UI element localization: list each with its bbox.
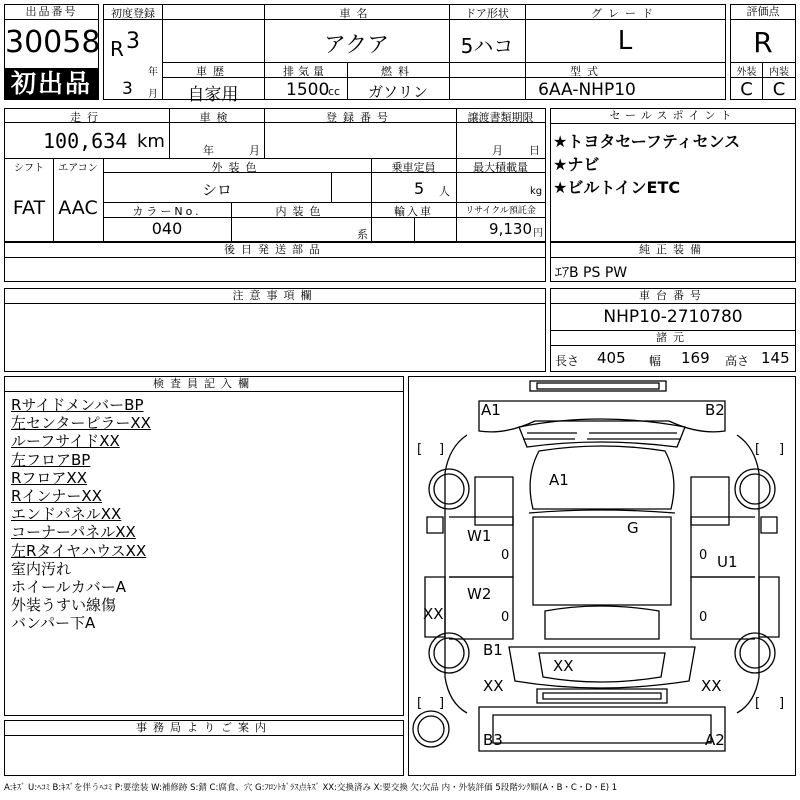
era: R — [110, 37, 124, 61]
capacity-unit: 人 — [439, 185, 450, 198]
remark-item: 左フロアBP — [11, 450, 91, 469]
sales-point-2: ★ナビ — [553, 155, 600, 174]
door-value: 5ハコ — [460, 34, 514, 58]
svg-text:]: ] — [439, 442, 445, 457]
width-label: 幅 — [649, 354, 662, 368]
remark-item: 左RタイヤハウスXX — [11, 541, 147, 560]
ac-value: AAC — [58, 197, 98, 219]
mark-a1-hood: A1 — [549, 471, 569, 489]
car-diagram — [409, 377, 795, 775]
first-listing-text: 初出品 — [10, 69, 92, 98]
mark-xx-center: XX — [553, 657, 574, 675]
color-value: シロ — [201, 181, 232, 199]
car-name-label: 車名 — [339, 7, 374, 20]
length-label: 長さ — [555, 354, 580, 368]
recycle-label: リサイクル預託金 — [465, 206, 536, 216]
reg-month: 3 — [122, 79, 133, 99]
zero-mark-u1: 0 — [699, 548, 708, 563]
remark-item: 室内汚れ — [11, 559, 72, 578]
remark-item: バンパー下A — [11, 614, 96, 633]
remarks-list — [11, 396, 401, 632]
import-label: 輸入車 — [394, 205, 433, 218]
fuel-label: 燃料 — [381, 65, 415, 78]
vehicle-header — [103, 4, 726, 105]
color-label: 外装色 — [211, 161, 263, 174]
grade-value: L — [617, 26, 633, 56]
recycle-unit: 円 — [533, 228, 543, 239]
plate-label: 登録番号 — [326, 111, 394, 124]
exterior-grade-label: 外装 — [736, 67, 757, 78]
sales-label: セールスポイント — [551, 109, 795, 124]
interior-grade: C — [772, 79, 786, 100]
mark-b1: B1 — [483, 641, 503, 659]
transfer-label: 譲渡書類期限 — [467, 111, 534, 124]
zero-mark-w1: 0 — [501, 548, 510, 563]
mileage-value: 100,634 — [43, 129, 128, 153]
inspector-label: 検査員記入欄 — [5, 377, 403, 392]
capacity-value: 5 — [414, 179, 425, 198]
load-label: 最大積載量 — [473, 161, 528, 174]
displacement-label: 排気量 — [283, 65, 328, 78]
sales-box — [550, 108, 796, 242]
interior-color-label: 内装色 — [275, 205, 327, 218]
remark-item: コーナーパネルXX — [11, 523, 136, 542]
model-value: 6AA-NHP10 — [538, 80, 636, 100]
remark-item: ルーフサイドXX — [11, 432, 120, 451]
equipment-label: 純正装備 — [551, 243, 795, 258]
displacement-value: 1500 — [286, 80, 330, 100]
sales-point-1: ★トヨタセーフティセンス — [553, 132, 741, 151]
notes-box — [4, 288, 546, 372]
remark-item: 外装うすい線傷 — [11, 596, 117, 615]
car-name: アクア — [323, 33, 390, 58]
bracket-left-top: [ — [417, 442, 423, 457]
office-box — [4, 720, 404, 776]
bracket-left-bottom: [ — [417, 696, 423, 711]
legend: A:ｷｽﾞ U:ﾍｺﾐ B:ｷｽﾞを伴うﾍｺﾐ P:要塗装 W:補修跡 S:錆 C:腐食、穴 G:ﾌﾛﾝﾄｶﾞﾗｽ点ｷｽﾞ XX:交換済み X:要交換 欠:欠品 内・外装評価 5段階ﾗﾝｸ順(A・B・C・D・E) 1 — [4, 783, 618, 793]
inspection-year-unit: 年 — [203, 144, 214, 157]
model-label: 型式 — [570, 65, 604, 78]
mark-w1: W1 — [467, 527, 492, 545]
score-label: 評価点 — [731, 5, 795, 20]
svg-text:]: ] — [779, 696, 785, 711]
bracket-right-bottom: [ — [755, 696, 761, 711]
chassis-box — [550, 288, 796, 372]
chassis-value: NHP10-2710780 — [603, 307, 743, 327]
reg-year: 3 — [126, 29, 140, 54]
mark-g: G — [627, 519, 639, 537]
remark-item: 左センターピラーXX — [11, 414, 151, 433]
mark-b3: B3 — [483, 731, 503, 749]
sales-point-3: ★ビルトインETC — [553, 178, 681, 197]
exterior-grade: C — [740, 79, 753, 100]
transfer-day-unit: 日 — [529, 144, 540, 157]
mark-xx-bottom-right: XX — [701, 677, 722, 695]
remark-item: RフロアXX — [11, 468, 87, 487]
mark-b2-top: B2 — [705, 401, 725, 419]
mileage-unit: km — [137, 131, 165, 152]
mark-u1: U1 — [717, 553, 738, 571]
inspection-label: 車検 — [199, 111, 234, 124]
remark-item: エンドパネルXX — [11, 505, 122, 524]
mark-w2: W2 — [467, 585, 492, 603]
year-unit: 年 — [148, 67, 158, 78]
shift-label: シフト — [14, 163, 44, 174]
equipment-box — [550, 242, 796, 282]
lot-number: 30058 — [5, 25, 101, 60]
width-value: 169 — [681, 349, 710, 367]
remark-item: RインナーXX — [11, 486, 102, 505]
door-label: ドア形状 — [465, 7, 509, 20]
transfer-month-unit: 月 — [492, 144, 503, 157]
ac-label: エアコン — [58, 163, 98, 174]
car-diagram-box — [408, 376, 796, 776]
history-label: 車歴 — [196, 65, 230, 78]
details-box — [4, 108, 546, 242]
mark-a2: A2 — [705, 731, 725, 749]
remark-item: RサイドメンバーBP — [11, 396, 144, 414]
lot-label: 出品番号 — [5, 5, 98, 20]
office-label: 事務局よりご案内 — [5, 721, 403, 736]
interior-grade-label: 内装 — [769, 67, 789, 78]
svg-text:]: ] — [779, 442, 785, 457]
chassis-label: 車台番号 — [551, 289, 795, 304]
color-no-label: カラーNo. — [132, 205, 202, 218]
capacity-label: 乗車定員 — [391, 161, 436, 174]
length-value: 405 — [597, 349, 626, 367]
mark-xx-bottom-left: XX — [483, 677, 504, 695]
displacement-unit: cc — [328, 85, 341, 98]
zero-mark-w2: 0 — [501, 610, 510, 625]
grade-label: グレード — [591, 7, 659, 20]
load-unit: kg — [530, 186, 543, 197]
color-no-value: 040 — [151, 219, 183, 238]
inspector-box — [4, 376, 404, 716]
notes-label: 注意事項欄 — [5, 289, 545, 304]
bracket-right-top: [ — [755, 442, 761, 457]
spec-label: 諸元 — [551, 331, 795, 346]
mark-xx-left: XX — [423, 605, 444, 623]
equipment-value: ｴｱB PS PW — [555, 265, 628, 281]
inspection-month-unit: 月 — [249, 144, 260, 157]
lot-number-box — [4, 4, 99, 100]
parts-label: 後日発送部品 — [5, 243, 545, 258]
month-unit: 月 — [148, 89, 158, 100]
history-value: 自家用 — [187, 85, 239, 105]
height-label: 高さ — [725, 354, 750, 368]
fuel-value: ガソリン — [367, 83, 428, 101]
first-listing-badge — [5, 68, 98, 99]
recycle-value: 9,130 — [489, 220, 532, 238]
interior-color-unit: 系 — [357, 228, 368, 241]
first-reg-label: 初度登録 — [111, 7, 155, 20]
height-value: 145 — [761, 349, 790, 367]
remark-item: ホイールカバーA — [11, 577, 126, 596]
shift-value: FAT — [12, 197, 46, 219]
score-value: R — [753, 26, 773, 59]
parts-box — [4, 242, 546, 282]
svg-text:]: ] — [439, 696, 445, 711]
zero-mark-right: 0 — [699, 610, 708, 625]
mileage-label: 走行 — [70, 111, 104, 124]
mark-a1-top: A1 — [481, 401, 501, 419]
score-box — [730, 4, 796, 100]
